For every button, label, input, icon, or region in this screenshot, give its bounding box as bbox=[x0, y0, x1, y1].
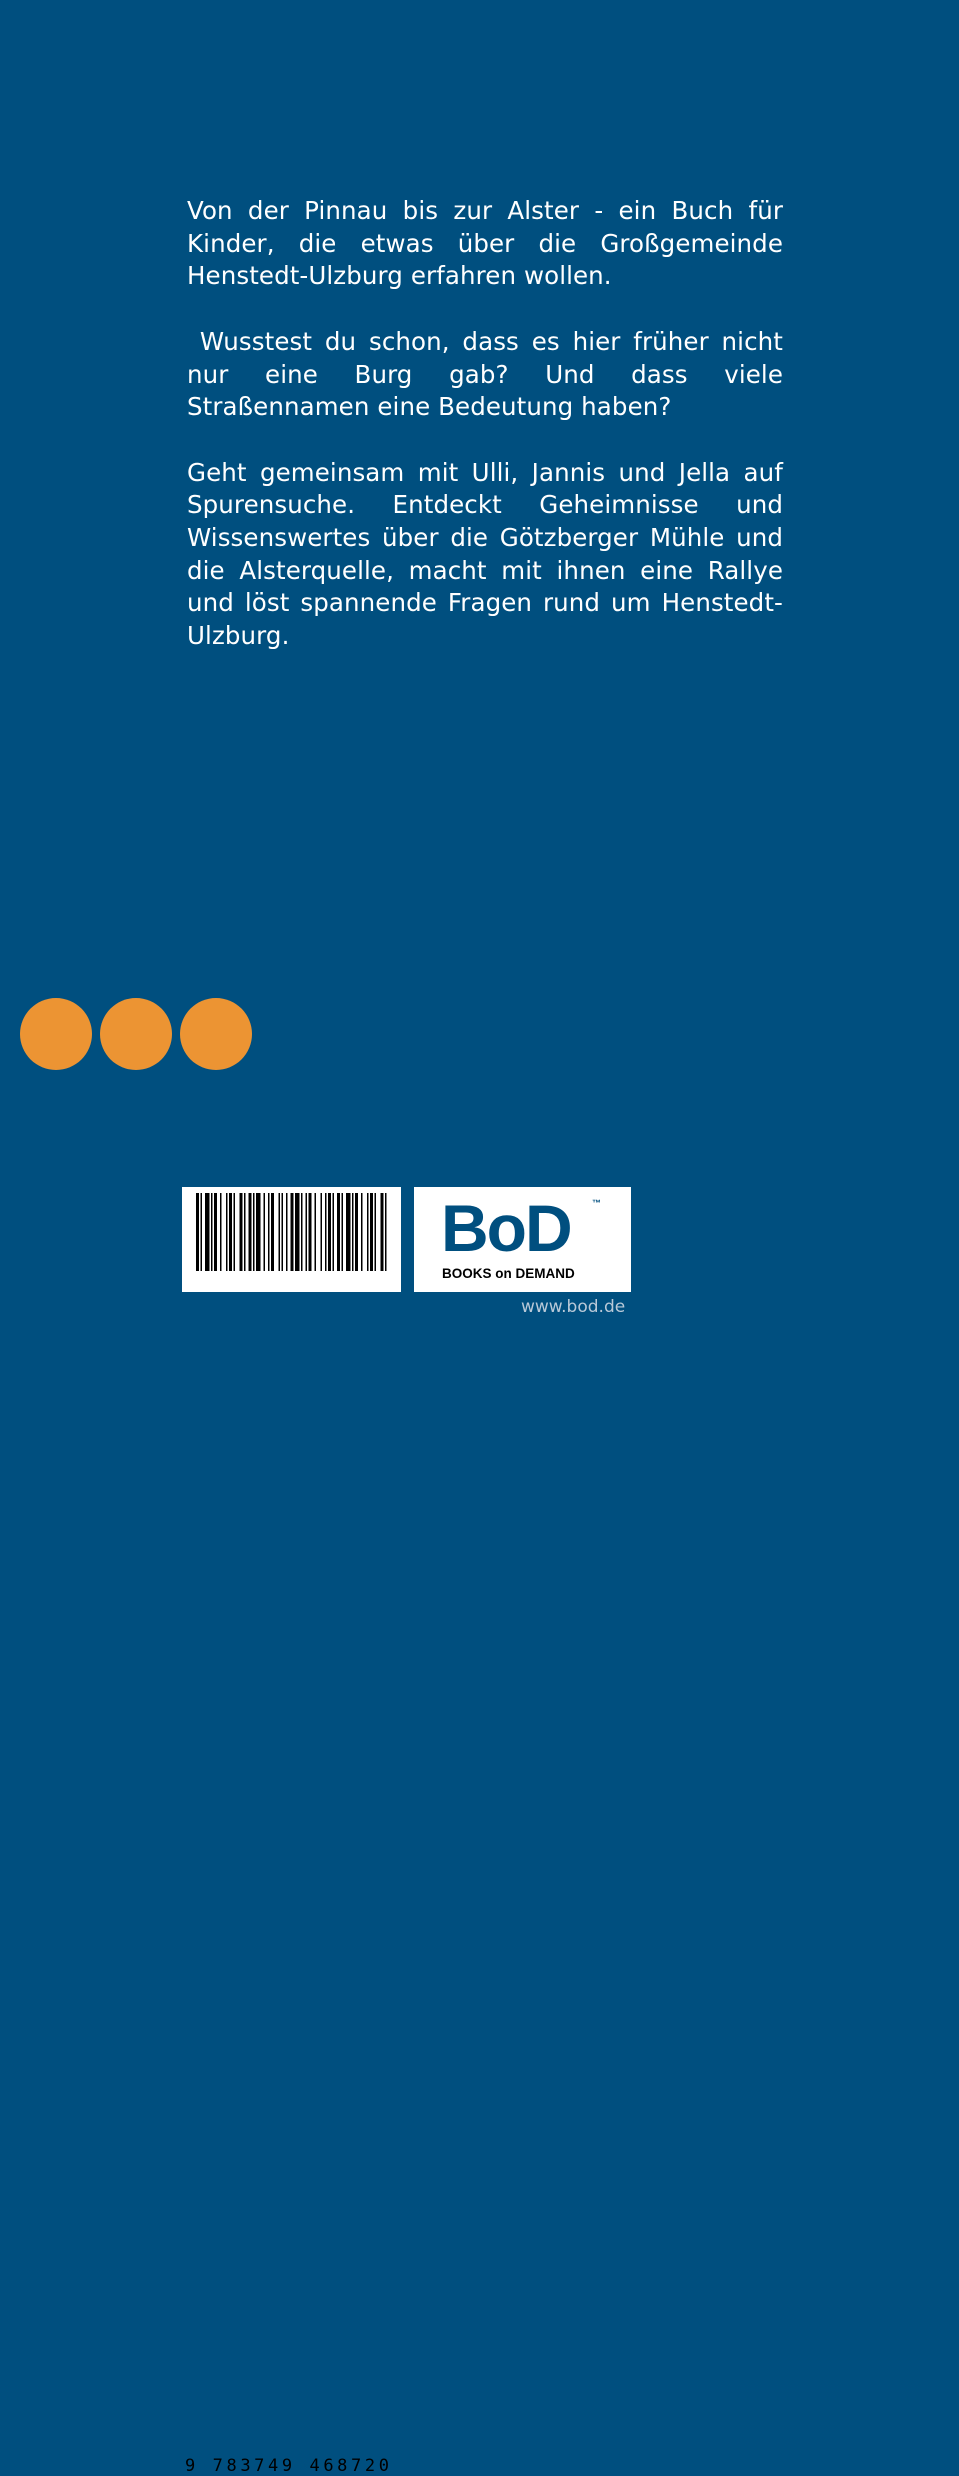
barcode-bar bbox=[337, 1193, 340, 1271]
barcode-bar bbox=[196, 1193, 199, 1271]
barcode-bar bbox=[301, 1193, 303, 1271]
barcode-bar bbox=[321, 1193, 323, 1271]
barcode-bar bbox=[375, 1193, 377, 1271]
barcode-bar bbox=[306, 1193, 308, 1271]
barcode-bar bbox=[205, 1193, 210, 1271]
barcode-bar bbox=[271, 1193, 274, 1271]
barcode-bar bbox=[240, 1193, 243, 1271]
isbn-barcode bbox=[182, 1187, 401, 2476]
bod-logo-text bbox=[441, 1193, 571, 1263]
publisher-url: www.bod.de bbox=[521, 1297, 626, 1317]
barcode-bar bbox=[201, 1193, 203, 1271]
barcode-bar bbox=[214, 1193, 217, 1271]
barcode-bar bbox=[361, 1193, 363, 1271]
barcode-bar bbox=[295, 1193, 300, 1271]
publisher-logo bbox=[414, 1187, 631, 1292]
barcode-bar bbox=[220, 1193, 222, 1271]
barcode-bar bbox=[355, 1193, 358, 1271]
isbn-number: 9 783749 468720 bbox=[185, 2456, 393, 2476]
orange-dot bbox=[20, 998, 92, 1070]
barcode-bars bbox=[182, 1187, 401, 1292]
barcode-bar bbox=[279, 1193, 281, 1271]
barcode-bar bbox=[346, 1193, 351, 1271]
barcode-bar bbox=[256, 1193, 261, 1271]
barcode-bar bbox=[264, 1193, 266, 1271]
barcode-bar bbox=[333, 1193, 335, 1271]
barcode-bar bbox=[268, 1193, 270, 1271]
blurb-paragraph-3: Geht gemeinsam mit Ulli, Jannis und Jella auf Spurensuche. Entdeckt Geheimnisse und Wissenswertes über die Götzberger Mühle und die Alsterquelle, macht mit ihnen eine Rallye und löst spannende Fragen rund um Henstedt-Ulzburg. bbox=[187, 457, 783, 651]
barcode-bar bbox=[385, 1193, 387, 1271]
blurb-text bbox=[187, 195, 791, 653]
barcode-bar bbox=[370, 1193, 373, 1271]
barcode-bar bbox=[325, 1193, 327, 1271]
barcode-bar bbox=[229, 1193, 232, 1271]
barcode-bar bbox=[286, 1193, 288, 1271]
barcode-bar bbox=[253, 1193, 255, 1271]
barcode-bar bbox=[282, 1193, 284, 1271]
blurb-paragraph-2: Wusstest du schon, dass es hier früher nicht nur eine Burg gab? Und dass viele Straßennamen eine Bedeutung haben? bbox=[187, 326, 791, 422]
barcode-bar bbox=[211, 1193, 213, 1271]
decorative-dots bbox=[20, 998, 252, 1070]
bod-logo-wordmark: BoD bbox=[441, 1191, 571, 1265]
barcode-bar bbox=[367, 1193, 369, 1271]
barcode-bar bbox=[291, 1193, 294, 1271]
barcode-bar bbox=[244, 1193, 246, 1271]
barcode-bar bbox=[315, 1193, 317, 1271]
barcode-bar bbox=[309, 1193, 312, 1271]
blurb-paragraph-1: Von der Pinnau bis zur Alster - ein Buch für Kinder, die etwas über die Großgemeinde Henstedt-Ulzburg erfahren wollen. bbox=[187, 196, 783, 291]
publisher-tagline: BOOKS on DEMAND bbox=[442, 1266, 575, 1281]
barcode-bar bbox=[328, 1193, 331, 1271]
barcode-bar bbox=[226, 1193, 228, 1271]
orange-dot bbox=[100, 998, 172, 1070]
barcode-bar bbox=[234, 1193, 236, 1271]
orange-dot bbox=[180, 998, 252, 1070]
barcode-bar bbox=[249, 1193, 252, 1271]
barcode-bar bbox=[352, 1193, 354, 1271]
trademark-symbol: ™ bbox=[592, 1198, 601, 1208]
barcode-bar bbox=[381, 1193, 384, 1271]
barcode-bar bbox=[342, 1193, 344, 1271]
